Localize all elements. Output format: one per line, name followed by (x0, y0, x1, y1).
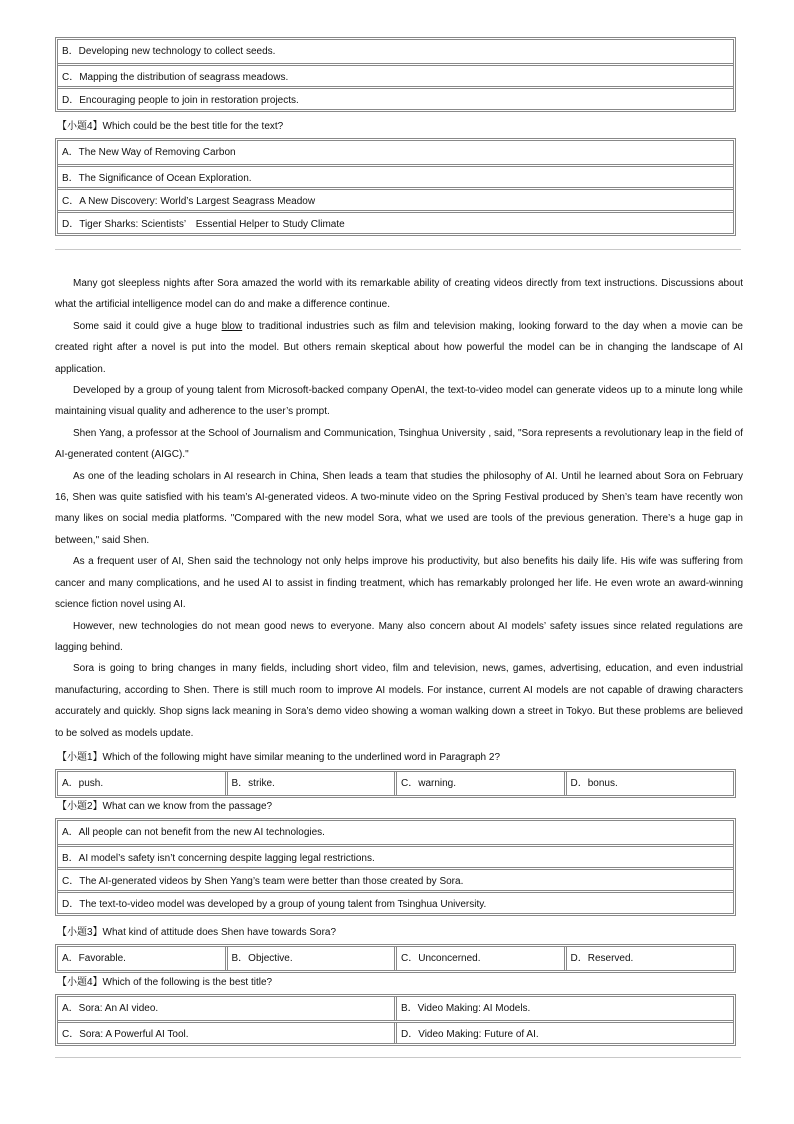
option-d[interactable]: D．Reserved. (564, 947, 734, 970)
paragraph-7: However, new technologies do not mean good news to everyone. Many also concern about AI models’ safety issues since related regulations are lagging behind. (55, 620, 743, 653)
option-c[interactable]: C．Unconcerned. (394, 947, 564, 970)
paragraph-6: As a frequent user of AI, Shen said the technology not only helps improve his productivity, but also benefits his daily life. His wife was suffering from cancer and many complications, and he used AI to assist in finding treatment, which has remarkably prolonged her life. He even wrote an award-winning science fiction novel using AI. (55, 556, 743, 611)
option-row[interactable] (58, 141, 733, 164)
option-a[interactable]: A．All people can not benefit from the new AI technologies. (62, 827, 325, 838)
option-a[interactable]: A．push. (62, 778, 104, 789)
option-b[interactable]: B．AI model’s safety isn’t concerning despite lagging legal restrictions. (62, 853, 375, 864)
option-c[interactable]: C．Mapping the distribution of seagrass meadows. (62, 72, 289, 83)
option-row[interactable] (58, 867, 733, 890)
section-divider (55, 249, 741, 250)
option-row[interactable] (58, 821, 733, 844)
option-b[interactable]: B．strike. (225, 772, 395, 795)
paragraph-2 (55, 316, 743, 380)
paragraph-4: Shen Yang, a professor at the School of Journalism and Communication, Tsinghua University , said, "Sora represents a revolutionary leap in the field of AI-generated content (AIGC)." (55, 427, 743, 461)
paragraph-2-end: to traditional industries such as film and television making, looking forward to the day when a movie can be created right after a novel is put into the model. But others remain skeptical about how powerful the model can be in changing the landscape of AI application. (55, 320, 743, 375)
paragraph-5: As one of the leading scholars in AI research in China, Shen leads a team that studies the philosophy of AI. Until he learned about Sora on February 16, Shen was quite satisfied with his team’s AI-generated videos. A two-minute video on the Spring Festival produced by Shen’s team have recently won many likes on social media platforms. "Compared with the new model Sora, what we used are tools of the previous generation. There’s a huge gap in between," said Shen. (55, 470, 743, 546)
option-c[interactable]: C．warning. (394, 772, 564, 795)
option-b[interactable]: B．Objective. (225, 947, 395, 970)
option-d[interactable]: D．Video Making: Future of AI. (394, 1023, 733, 1043)
option-d[interactable]: D．Encouraging people to join in restoration projects. (62, 95, 299, 106)
option-row (58, 1020, 733, 1043)
option-d[interactable]: D．The text-to-video model was developed by a group of young talent from Tsinghua University. (62, 899, 487, 910)
question-1-options (55, 769, 736, 798)
underlined-word: blow (221, 320, 243, 332)
option-row (58, 947, 733, 970)
option-row[interactable] (58, 164, 733, 187)
question-3-label: 【小题3】What kind of attitude does Shen have towards Sora? (57, 927, 337, 938)
reading-passage (0, 273, 794, 744)
option-c[interactable]: C．The AI-generated videos by Shen Yang’s team were better than those created by Sora. (62, 876, 464, 887)
paragraph-1: Many got sleepless nights after Sora amazed the world with its remarkable ability of creating videos directly from text instructions. Discussions about what the artificial intelligence model can do and make a difference continue. (55, 278, 743, 311)
option-row (58, 772, 733, 795)
question-2-label: 【小题2】What can we know from the passage? (57, 801, 273, 812)
option-row[interactable] (58, 844, 733, 867)
option-c[interactable]: C．A New Discovery: World’s Largest Seagrass Meadow (62, 196, 316, 207)
prev-question-options (55, 37, 736, 112)
option-b[interactable]: B．Video Making: AI Models. (394, 997, 733, 1020)
paragraph-8: Sora is going to bring changes in many fields, including short video, film and television, news, games, advertising, education, and even industrial manufacturing, according to Shen. There is still much room to improve AI models. For instance, current AI models are not capable of drawing characters accurately and quickly. Shop signs lack meaning in Sora’s demo video showing a woman walking down a street in Tokyo. But these problems are believed to be solved as models update. (55, 663, 743, 739)
question-4-options (55, 994, 736, 1046)
option-a[interactable]: A．Sora: An AI video. (62, 1003, 159, 1014)
option-c[interactable]: C．Sora: A Powerful AI Tool. (62, 1029, 189, 1040)
option-row[interactable] (58, 86, 733, 109)
option-row[interactable] (58, 187, 733, 210)
option-d[interactable]: D．Tiger Sharks: Scientists’ Essential Helper to Study Climate (62, 219, 345, 230)
section-divider (55, 1057, 741, 1058)
option-row[interactable] (58, 40, 733, 63)
option-a[interactable]: A．The New Way of Removing Carbon (62, 147, 236, 158)
question-2-options (55, 818, 736, 916)
option-row[interactable] (58, 890, 733, 913)
option-a[interactable]: A．Favorable. (62, 953, 126, 964)
part1-q4-options (55, 138, 736, 236)
option-row[interactable] (58, 63, 733, 86)
question-label: 【小题4】Which could be the best title for the text? (57, 121, 284, 132)
option-row[interactable] (58, 210, 733, 233)
question-1-label: 【小题1】Which of the following might have similar meaning to the underlined word in Paragraph 2? (57, 752, 501, 763)
option-row (58, 997, 733, 1020)
option-b[interactable]: B．The Significance of Ocean Exploration. (62, 173, 252, 184)
paragraph-3: Developed by a group of young talent from Microsoft-backed company OpenAI, the text-to-video model can generate videos up to a minute long while maintaining visual quality and adherence to the user’s prompt. (55, 385, 743, 418)
option-b[interactable]: B．Developing new technology to collect seeds. (62, 46, 276, 57)
option-d[interactable]: D．bonus. (564, 772, 734, 795)
question-4-label: 【小题4】Which of the following is the best title? (57, 977, 273, 988)
question-3-options (55, 944, 736, 973)
paragraph-2-start: Some said it could give a huge (73, 320, 222, 332)
